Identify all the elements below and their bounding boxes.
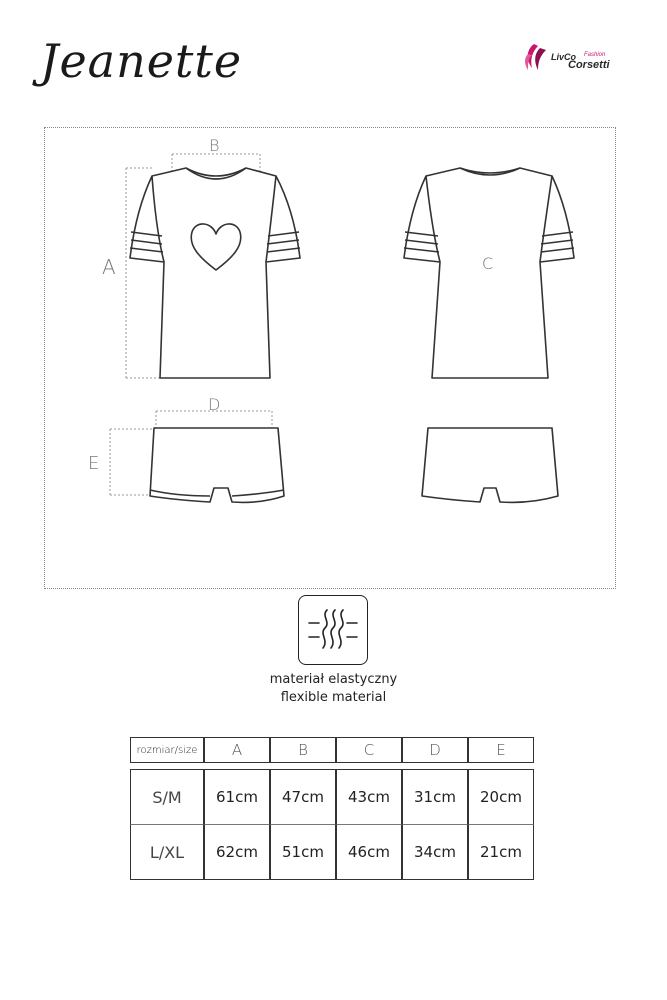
dimension-label-e: E [88, 453, 100, 474]
dimension-label-b: B [209, 136, 220, 155]
care-label-polish: materiał elastyczny [269, 672, 398, 687]
table-cell: 46cm [336, 825, 402, 880]
column-header-d: D [402, 737, 468, 763]
table-cell: 34cm [402, 825, 468, 880]
table-cell: 21cm [468, 825, 534, 880]
column-header-c: C [336, 737, 402, 763]
table-cell: 51cm [270, 825, 336, 880]
stretch-material-icon [298, 595, 368, 665]
table-cell: 47cm [270, 769, 336, 825]
column-header-e: E [468, 737, 534, 763]
table-cell: 61cm [204, 769, 270, 825]
product-title: Jeanette [40, 34, 243, 88]
column-header-b: B [270, 737, 336, 763]
tshirt-front [130, 168, 300, 378]
logo-brand-tag: Fashion [584, 52, 606, 58]
table-row [130, 769, 534, 825]
size-table [130, 737, 534, 880]
care-label-english: flexible material [280, 690, 387, 705]
size-table-corner: rozmiar/size [130, 737, 204, 763]
dimension-label-c: C [482, 254, 494, 273]
logo-brand-bottom: Corsetti [568, 59, 610, 71]
column-header-a: A [204, 737, 270, 763]
dimension-label-a: A [102, 255, 116, 279]
size-name: S/M [130, 769, 204, 825]
table-cell: 31cm [402, 769, 468, 825]
shorts-back [422, 428, 558, 502]
logo-brand-top: LivCo [551, 52, 577, 62]
tshirt-back [404, 168, 574, 378]
table-cell: 43cm [336, 769, 402, 825]
size-table-header [130, 737, 534, 763]
shorts-front [150, 428, 284, 502]
table-row [130, 825, 534, 880]
size-name: L/XL [130, 825, 204, 880]
table-cell: 20cm [468, 769, 534, 825]
dimension-label-d: D [208, 395, 221, 414]
table-cell: 62cm [204, 825, 270, 880]
